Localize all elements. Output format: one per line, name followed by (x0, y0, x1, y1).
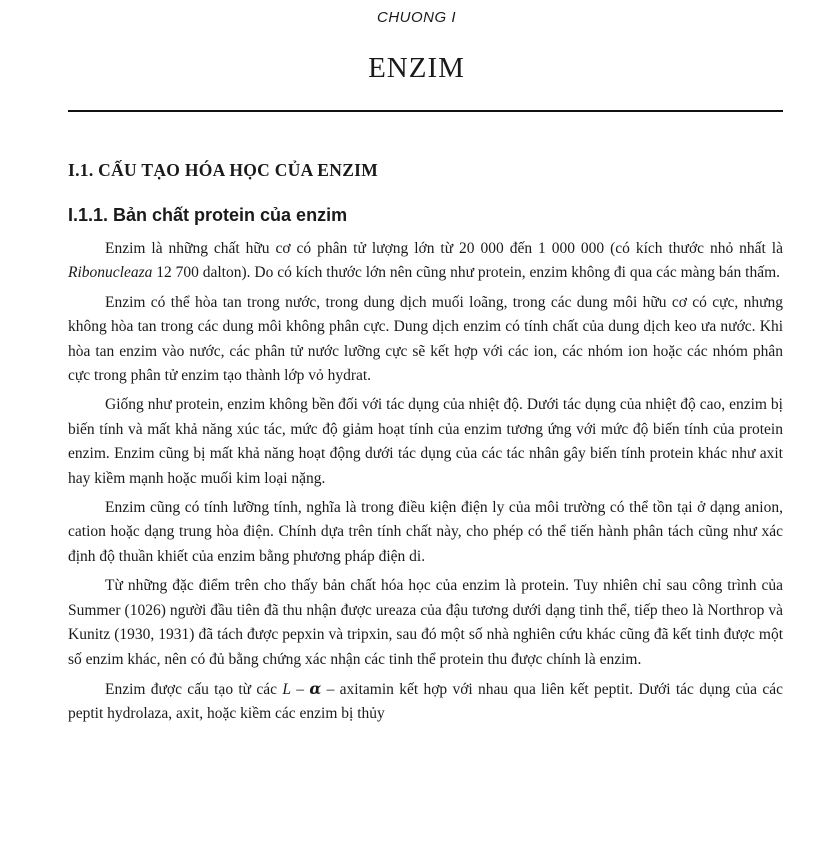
section-heading: I.1. CẤU TẠO HÓA HỌC CỦA ENZIM (68, 160, 379, 180)
paragraph-1-text-a: Enzim là những chất hữu cơ có phân tử lượng lớn từ 20 000 đến 1 000 000 (có kích thước nhỏ nhất là (105, 240, 783, 257)
paragraph-6 (68, 677, 783, 727)
paragraph-1-italic-term: Ribonucleaza (68, 264, 153, 282)
paragraph-6-dash-2: – (321, 680, 340, 698)
subsection-heading: I.1.1. Bản chất protein của enzim (68, 205, 348, 225)
chapter-title: ENZIM (368, 52, 465, 84)
paragraph-5: Từ những đặc điểm trên cho thấy bản chất hóa học của enzim là protein. Tuy nhiên chỉ sau công trình của Summer (1026) người đầu tiên đã thu nhận được ureaza của đậu tương dưới dạng tinh thể, tiếp theo là Northrop và Kunitz (1930, 1931) đã tách được pepxin và tripxin, sau đó một số nhà nghiên cứu khác cũng đã kết tinh được một số enzim khác, nên có đủ bằng chứng xác nhận các tinh thể protein thu được chính là enzim. (68, 577, 783, 668)
title-divider (68, 110, 783, 112)
paragraph-1 (68, 237, 783, 286)
paragraph-6-alpha: α (309, 678, 322, 698)
paragraph-6-l-letter: L (282, 680, 291, 698)
paragraph-2: Enzim có thể hòa tan trong nước, trong dung dịch muối loãng, trong các dung môi hữu cơ có cực, nhưng không hòa tan trong các dung môi không phân cực. Dung dịch enzim có tính chất của dung dịch keo ưa nước. Khi hòa tan enzim vào nước, các phân tử nước lưỡng cực sẽ kết hợp với các ion, các nhóm ion hoặc các nhóm phân cực trong phân tử enzim tạo thành lớp vỏ hydrat. (68, 293, 783, 385)
paragraph-1-text-b: 12 700 dalton). Do có kích thước lớn nên cũng như protein, enzim không đi qua các màng bán thấm. (152, 264, 781, 282)
paragraph-6-text-b: axitamin kết hợp với nhau qua liên kết peptit. Dưới tác dụng của các peptit hydrolaza, axit, hoặc kiềm các enzim bị thủy (68, 680, 784, 723)
paragraph-3: Giống như protein, enzim không bền đối với tác dụng của nhiệt độ. Dưới tác dụng của nhiệt độ cao, enzim bị biến tính và mất khả năng xúc tác, mức độ giảm hoạt tính của enzim tương ứng với mức độ biến tính của protein enzim. Enzim cũng bị mất khả năng hoạt động dưới tác dụng của các tác nhân gây biến tính protein khác như axit hay kiềm mạnh hoặc muối kim loại nặng. (68, 396, 783, 487)
chapter-label: CHUONG I (377, 9, 456, 26)
paragraph-6-dash-1: – (290, 680, 310, 698)
paragraph-4: Enzim cũng có tính lưỡng tính, nghĩa là trong điều kiện điện ly của môi trường có thể tồn tại ở dạng anion, cation hoặc dạng trung hòa điện. Chính dựa trên tính chất này, cho phép có thể tiến hành phân tách cũng như xác định độ thuần khiết của enzim bằng phương pháp điện di. (68, 499, 783, 565)
paragraph-6-text-a: Enzim được cấu tạo từ các (105, 680, 283, 698)
body-text (68, 237, 783, 727)
